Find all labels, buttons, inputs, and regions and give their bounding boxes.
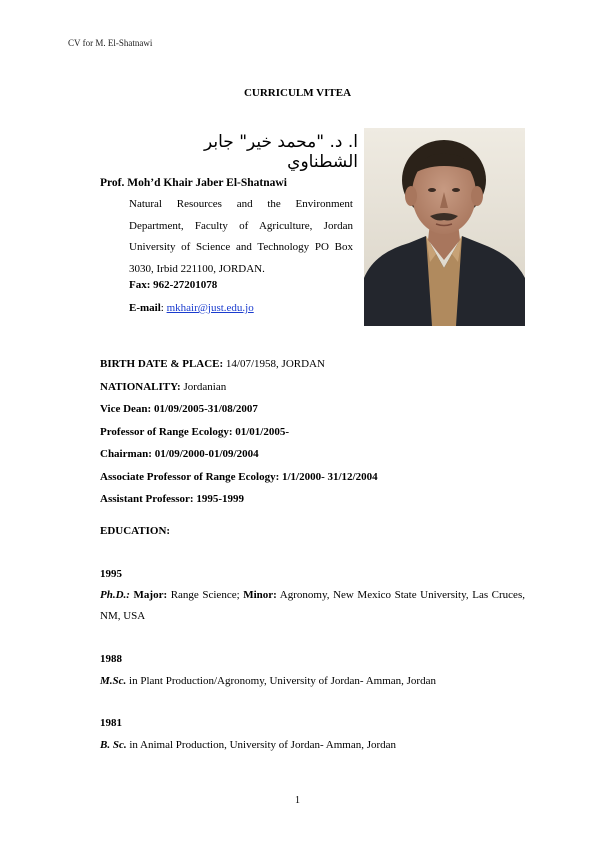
email-link[interactable]: mkhair@just.edu.jo xyxy=(166,302,254,314)
portrait-illustration xyxy=(364,128,525,326)
info-birth-date: BIRTH DATE & PLACE: 14/07/1958, JORDAN xyxy=(100,358,325,370)
address-block xyxy=(129,194,353,280)
info-chairman: Chairman: 01/09/2000-01/09/2004 xyxy=(100,448,259,460)
email-label: E-mail xyxy=(129,302,161,314)
info-vice-dean: Vice Dean: 01/09/2005-31/08/2007 xyxy=(100,403,258,415)
portrait-photo xyxy=(364,128,525,326)
running-header: CV for M. El-Shatnawi xyxy=(68,38,153,48)
email-line xyxy=(129,302,254,314)
arabic-name: ا. د. "محمد خير" جابر الشطناوي xyxy=(203,132,358,172)
info-nationality: NATIONALITY: Jordanian xyxy=(100,380,227,393)
info-assistant-professor: Assistant Professor: 1995-1999 xyxy=(100,493,245,505)
education-heading: EDUCATION: xyxy=(100,525,171,537)
education-degree-phd: Ph.D.: Major: Range Science; Minor: Agronomy, New Mexico State University, Las Cruces, NM, USA xyxy=(100,589,525,622)
education-degree-bsc: B. Sc. in Animal Production, University of Jordan- Amman, Jordan xyxy=(100,739,397,751)
person-name: Prof. Moh’d Khair Jaber El-Shatnawi xyxy=(100,177,287,189)
education-year-msc: 1988 xyxy=(100,653,122,665)
education-year-phd: 1995 xyxy=(100,568,122,580)
fax-number: Fax: 962-27201078 xyxy=(129,279,218,291)
email-separator: : xyxy=(160,302,167,314)
education-degree-msc: M.Sc. in Plant Production/Agronomy, University of Jordan- Amman, Jordan xyxy=(100,675,436,687)
education-year-bsc: 1981 xyxy=(100,717,122,729)
info-professor: Professor of Range Ecology: 01/01/2005- xyxy=(100,425,290,438)
page-number: 1 xyxy=(295,795,300,806)
personal-info xyxy=(100,353,378,511)
document-title: CURRICULM VITEA xyxy=(243,87,352,99)
address-text: Natural Resources and the Environment Department, Faculty of Agriculture, Jordan University of Science and Technology PO Box 3030, Irbid 221100, JORDAN. xyxy=(129,198,353,275)
info-associate-professor: Associate Professor of Range Ecology: 1/1/2000- 31/12/2004 xyxy=(100,470,378,483)
